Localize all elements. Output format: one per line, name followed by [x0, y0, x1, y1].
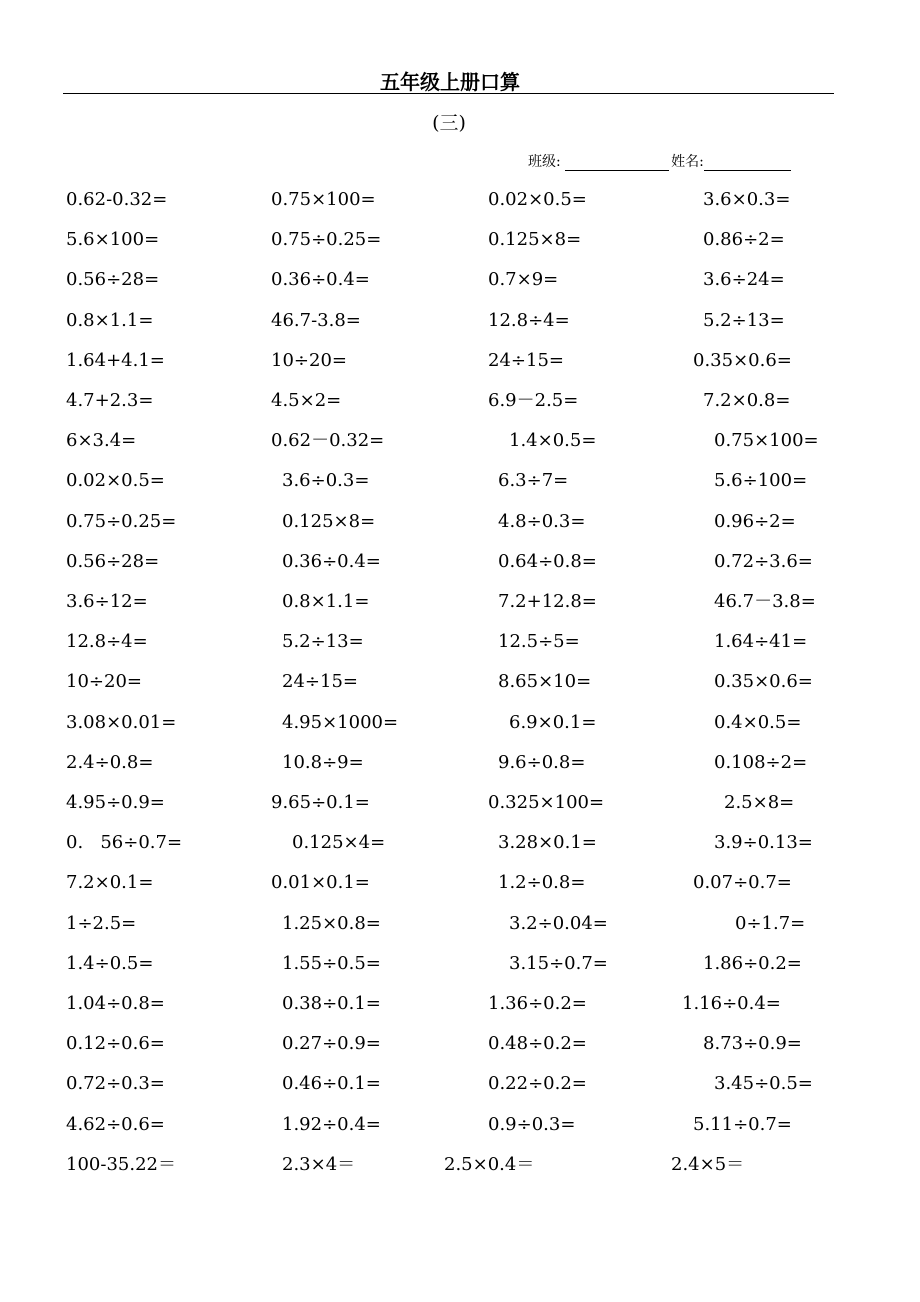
problem-r16-c4: 2.5×8=	[724, 792, 795, 813]
problem-r4-c3: 12.8÷4=	[488, 310, 570, 331]
problem-r12-c4: 1.64÷41=	[714, 631, 808, 652]
class-blank	[565, 155, 669, 171]
name-blank	[704, 155, 791, 171]
problem-r12-c3: 12.5÷5=	[498, 631, 580, 652]
problem-r25-c4: 2.4×5＝	[671, 1154, 745, 1175]
problem-r11-c2: 0.8×1.1=	[282, 591, 370, 612]
problem-r7-c2: 0.62－0.32=	[271, 430, 385, 451]
problem-r22-c2: 0.27÷0.9=	[282, 1033, 381, 1054]
problem-r16-c1: 4.95÷0.9=	[66, 792, 165, 813]
problem-r17-c2: 0.125×4=	[292, 832, 386, 853]
problem-r7-c1: 6×3.4=	[66, 430, 137, 451]
problem-r11-c3: 7.2+12.8=	[498, 591, 597, 612]
problem-r14-c3: 6.9×0.1=	[509, 712, 597, 733]
problem-r10-c4: 0.72÷3.6=	[714, 551, 813, 572]
problem-r8-c4: 5.6÷100=	[714, 470, 808, 491]
problem-r10-c3: 0.64÷0.8=	[498, 551, 597, 572]
problem-r3-c1: 0.56÷28=	[66, 269, 160, 290]
problem-r1-c1: 0.62-0.32=	[66, 189, 168, 210]
problem-r21-c3: 1.36÷0.2=	[488, 993, 587, 1014]
problem-r16-c3: 0.325×100=	[488, 792, 605, 813]
problem-r19-c1: 1÷2.5=	[66, 913, 137, 934]
problem-r14-c1: 3.08×0.01=	[66, 712, 177, 733]
problem-r15-c3: 9.6÷0.8=	[498, 752, 586, 773]
problem-r12-c2: 5.2÷13=	[282, 631, 364, 652]
problem-r20-c3: 3.15÷0.7=	[509, 953, 608, 974]
problem-r17-c4: 3.9÷0.13=	[714, 832, 813, 853]
problem-r23-c3: 0.22÷0.2=	[488, 1073, 587, 1094]
problem-r6-c3: 6.9－2.5=	[488, 390, 579, 411]
problem-r7-c4: 0.75×100=	[714, 430, 819, 451]
problem-r5-c3: 24÷15=	[488, 350, 564, 371]
problem-r13-c1: 10÷20=	[66, 671, 142, 692]
problem-r23-c4: 3.45÷0.5=	[714, 1073, 813, 1094]
problem-r13-c4: 0.35×0.6=	[714, 671, 813, 692]
problem-r17-c1: 0. 56÷0.7=	[66, 832, 183, 853]
problem-r21-c1: 1.04÷0.8=	[66, 993, 165, 1014]
problem-r1-c3: 0.02×0.5=	[488, 189, 587, 210]
problem-r24-c1: 4.62÷0.6=	[66, 1114, 165, 1135]
problem-r2-c1: 5.6×100=	[66, 229, 160, 250]
problem-r20-c1: 1.4÷0.5=	[66, 953, 154, 974]
problem-r4-c4: 5.2÷13=	[703, 310, 785, 331]
problem-r2-c3: 0.125×8=	[488, 229, 582, 250]
student-info-line	[528, 151, 791, 171]
problem-r16-c2: 9.65÷0.1=	[271, 792, 370, 813]
problem-r20-c2: 1.55÷0.5=	[282, 953, 381, 974]
problem-r13-c2: 24÷15=	[282, 671, 358, 692]
problem-r10-c2: 0.36÷0.4=	[282, 551, 381, 572]
problem-r18-c1: 7.2×0.1=	[66, 872, 154, 893]
problem-r5-c1: 1.64+4.1=	[66, 350, 165, 371]
problem-r24-c3: 0.9÷0.3=	[488, 1114, 576, 1135]
problem-r8-c1: 0.02×0.5=	[66, 470, 165, 491]
problem-r18-c3: 1.2÷0.8=	[498, 872, 586, 893]
page-subtitle: (三)	[432, 112, 466, 134]
problem-r21-c4: 1.16÷0.4=	[682, 993, 781, 1014]
problem-r14-c4: 0.4×0.5=	[714, 712, 802, 733]
problem-r15-c2: 10.8÷9=	[282, 752, 364, 773]
problem-r11-c4: 46.7－3.8=	[714, 591, 816, 612]
problem-r1-c4: 3.6×0.3=	[703, 189, 791, 210]
problem-r10-c1: 0.56÷28=	[66, 551, 160, 572]
problem-r14-c2: 4.95×1000=	[282, 712, 399, 733]
problem-r11-c1: 3.6÷12=	[66, 591, 148, 612]
problem-r8-c3: 6.3÷7=	[498, 470, 569, 491]
problem-r22-c4: 8.73÷0.9=	[703, 1033, 802, 1054]
problem-r12-c1: 12.8÷4=	[66, 631, 148, 652]
title-rule	[63, 93, 834, 94]
class-label: 班级:	[528, 154, 561, 170]
problem-r1-c2: 0.75×100=	[271, 189, 376, 210]
problem-r22-c1: 0.12÷0.6=	[66, 1033, 165, 1054]
problem-r21-c2: 0.38÷0.1=	[282, 993, 381, 1014]
problem-r19-c4: 0÷1.7=	[735, 913, 806, 934]
problem-r24-c4: 5.11÷0.7=	[693, 1114, 792, 1135]
problem-r25-c2: 2.3×4＝	[282, 1154, 356, 1175]
problem-r2-c4: 0.86÷2=	[703, 229, 785, 250]
problem-r22-c3: 0.48÷0.2=	[488, 1033, 587, 1054]
problem-r2-c2: 0.75÷0.25=	[271, 229, 382, 250]
problem-r9-c3: 4.8÷0.3=	[498, 511, 586, 532]
problem-r6-c4: 7.2×0.8=	[703, 390, 791, 411]
page-title: 五年级上册口算	[380, 70, 520, 94]
problem-r3-c4: 3.6÷24=	[703, 269, 785, 290]
problem-r4-c1: 0.8×1.1=	[66, 310, 154, 331]
problem-r9-c1: 0.75÷0.25=	[66, 511, 177, 532]
problem-r3-c2: 0.36÷0.4=	[271, 269, 370, 290]
problem-r25-c3: 2.5×0.4＝	[444, 1154, 535, 1175]
problem-r23-c2: 0.46÷0.1=	[282, 1073, 381, 1094]
problem-r19-c2: 1.25×0.8=	[282, 913, 381, 934]
problem-r9-c2: 0.125×8=	[282, 511, 376, 532]
problem-r19-c3: 3.2÷0.04=	[509, 913, 608, 934]
problem-r5-c2: 10÷20=	[271, 350, 347, 371]
problem-r8-c2: 3.6÷0.3=	[282, 470, 370, 491]
problem-r6-c1: 4.7+2.3=	[66, 390, 154, 411]
problem-r7-c3: 1.4×0.5=	[509, 430, 597, 451]
problem-r13-c3: 8.65×10=	[498, 671, 592, 692]
problem-r17-c3: 3.28×0.1=	[498, 832, 597, 853]
problem-r15-c4: 0.108÷2=	[714, 752, 808, 773]
problem-r20-c4: 1.86÷0.2=	[703, 953, 802, 974]
problem-r25-c1: 100-35.22＝	[66, 1154, 176, 1175]
problem-r23-c1: 0.72÷0.3=	[66, 1073, 165, 1094]
problem-r5-c4: 0.35×0.6=	[693, 350, 792, 371]
problem-r6-c2: 4.5×2=	[271, 390, 342, 411]
problem-r18-c2: 0.01×0.1=	[271, 872, 370, 893]
problem-r15-c1: 2.4÷0.8=	[66, 752, 154, 773]
problem-r24-c2: 1.92÷0.4=	[282, 1114, 381, 1135]
problem-r3-c3: 0.7×9=	[488, 269, 559, 290]
problem-r4-c2: 46.7-3.8=	[271, 310, 361, 331]
problem-r9-c4: 0.96÷2=	[714, 511, 796, 532]
name-label: 姓名:	[671, 154, 704, 170]
problem-r18-c4: 0.07÷0.7=	[693, 872, 792, 893]
